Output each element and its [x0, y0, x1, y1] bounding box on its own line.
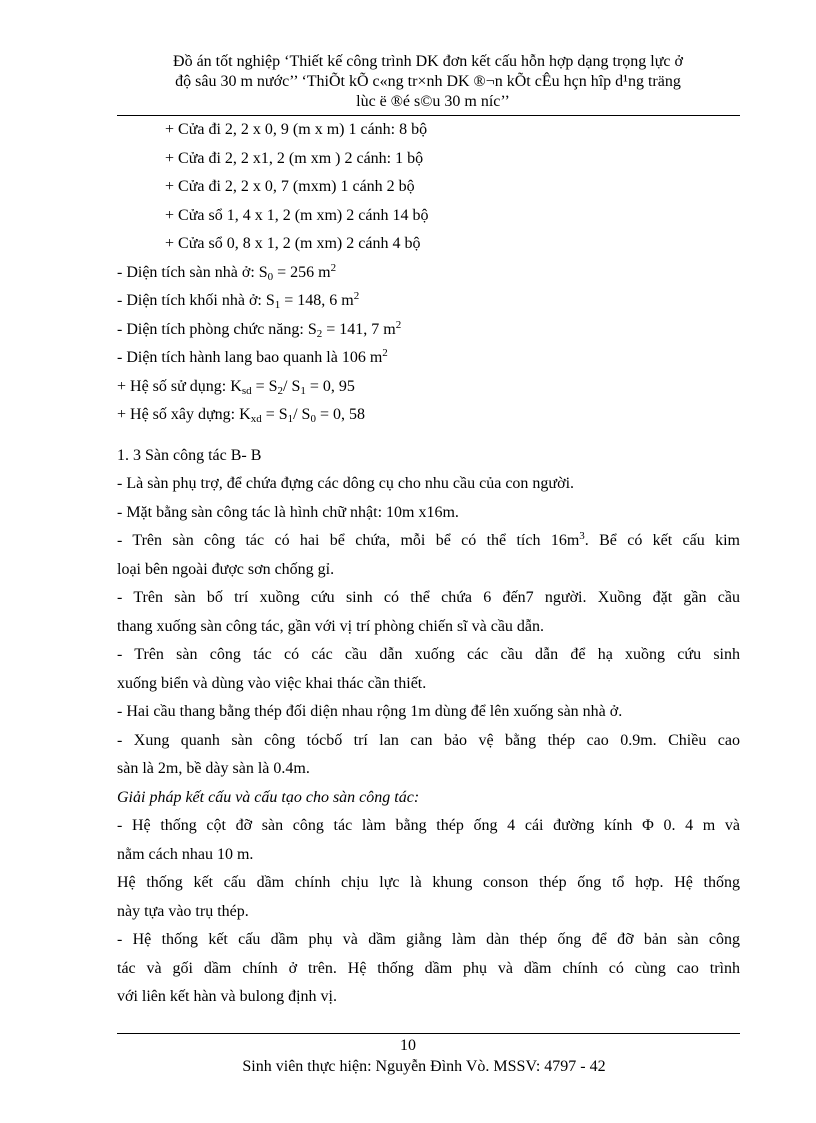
paragraph-line: xuống biển và dùng vào việc khai thác cần thiết. — [117, 674, 427, 692]
page-number: 10 — [400, 1037, 416, 1054]
area-s0: - Diện tích sàn nhà ở: $S_0 = 256$ $m^2$ — [117, 261, 337, 283]
paragraph-line: - Trên sàn công tác có hai bể chứa, mỗi bể có thể tích $16m^3$. Bể có kết cấu kim — [117, 530, 740, 549]
paragraph-line: - Hệ thống kết cấu dầm phụ và dầm giằng làm dàn thép ống để đỡ bản sàn công — [117, 931, 740, 948]
document-body — [117, 116, 740, 1012]
paragraph-line: - Hệ thống cột đỡ sàn công tác làm bằng thép ống 4 cái đường kính Φ 0. 4 m và — [117, 817, 740, 834]
section-heading: 1. 3 Sàn công tác B- B — [117, 446, 262, 464]
header-line-2: độ sâu 30 m nước’’ ‘ThiÕt kÕ c«ng tr×nh DK ®¬n kÕt cÊu hçn hîp d¹ng träng — [175, 73, 681, 90]
paragraph-line: với liên kết hàn và bulong định vị. — [117, 988, 337, 1005]
paragraph-line: sàn là 2m, bề dày sàn là 0.4m. — [117, 760, 310, 777]
paragraph-line: - Trên sàn bố trí xuồng cứu sinh có thể chứa 6 đến7 người. Xuồng đặt gần cầu — [117, 589, 740, 606]
paragraph-line: - Mặt bằng sàn công tác là hình chữ nhật: 10m x16m. — [117, 503, 459, 521]
paragraph-line: tác và gối dầm chính ở trên. Hệ thống dầm phụ và dầm chính có cùng cao trình — [117, 959, 740, 977]
header-line-3: lùc ë ®é s©u 30 m níc’’ — [356, 93, 510, 110]
door-item: + Cửa đi 2, 2 x 0, 7 (mxm) 1 cánh 2 bộ — [165, 178, 415, 195]
area-s1: - Diện tích khối nhà ở: $S_1 = 148$, 6 $m^2$ — [117, 290, 360, 311]
area-s2: - Diện tích phòng chức năng: $S_2 = 141$, 7 $m^2$ — [117, 318, 402, 340]
paragraph-line: loại bên ngoài được sơn chống gỉ. — [117, 560, 335, 578]
paragraph-line: - Hai cầu thang bằng thép đối diện nhau rộng 1m dùng để lên xuống sàn nhà ở. — [117, 703, 623, 720]
student-info: Sinh viên thực hiện: Nguyễn Đình Vò. MSSV: 4797 - 42 — [242, 1058, 606, 1075]
window-item: + Cửa sổ 1, 4 x 1, 2 (m xm) 2 cánh 14 bộ — [165, 206, 429, 224]
paragraph-line: - Trên sàn công tác có các cầu dẫn xuống các cầu dẫn để hạ xuồng cứu sinh — [117, 646, 740, 663]
paragraph-line: - Xung quanh sàn công tócbố trí lan can bảo vệ bằng thép cao 0.9m. Chiều cao — [117, 731, 740, 749]
italic-subheading: Giải pháp kết cấu và cấu tạo cho sàn công tác: — [117, 788, 420, 806]
paragraph-line: này tựa vào trụ thép. — [117, 902, 249, 920]
coefficient-ksd: + Hệ số sử dụng: $K_{sd} = S_2/$ $S_1 = 0$, 95 — [117, 377, 355, 397]
paragraph-line: thang xuống sàn công tác, gần với vị trí phòng chiến sĩ và cầu dẫn. — [117, 617, 545, 635]
coefficient-kxd: + Hệ số xây dựng: $K_{xd} = S_1/$ $S_0 = 0$, 58 — [117, 406, 365, 425]
page-footer — [0, 1056, 816, 1078]
door-item: + Cửa đi 2, 2 x1, 2 (m xm ) 2 cánh: 1 bộ — [165, 149, 424, 167]
window-item: + Cửa sổ 0, 8 x 1, 2 (m xm) 2 cánh 4 bộ — [165, 235, 421, 252]
page-header — [108, 52, 748, 112]
paragraph-line: Hệ thống kết cấu dầm chính chịu lực là khung conson thép ống tổ hợp. Hệ thống — [117, 874, 740, 891]
area-corridor: - Diện tích hành lang bao quanh là 106 $m^2$ — [117, 347, 388, 366]
footer-rule — [117, 1033, 740, 1034]
door-item: + Cửa đi 2, 2 x 0, 9 (m x m) 1 cánh: 8 bộ — [165, 121, 428, 138]
paragraph-line: nằm cách nhau 10 m. — [117, 845, 254, 863]
header-line-1: Đồ án tốt nghiệp ‘Thiết kế công trình DK đơn kết cấu hỗn hợp dạng trọng lực ở — [173, 53, 683, 70]
paragraph-line: - Là sàn phụ trợ, để chứa đựng các dông cụ cho nhu cầu của con người. — [117, 475, 575, 492]
